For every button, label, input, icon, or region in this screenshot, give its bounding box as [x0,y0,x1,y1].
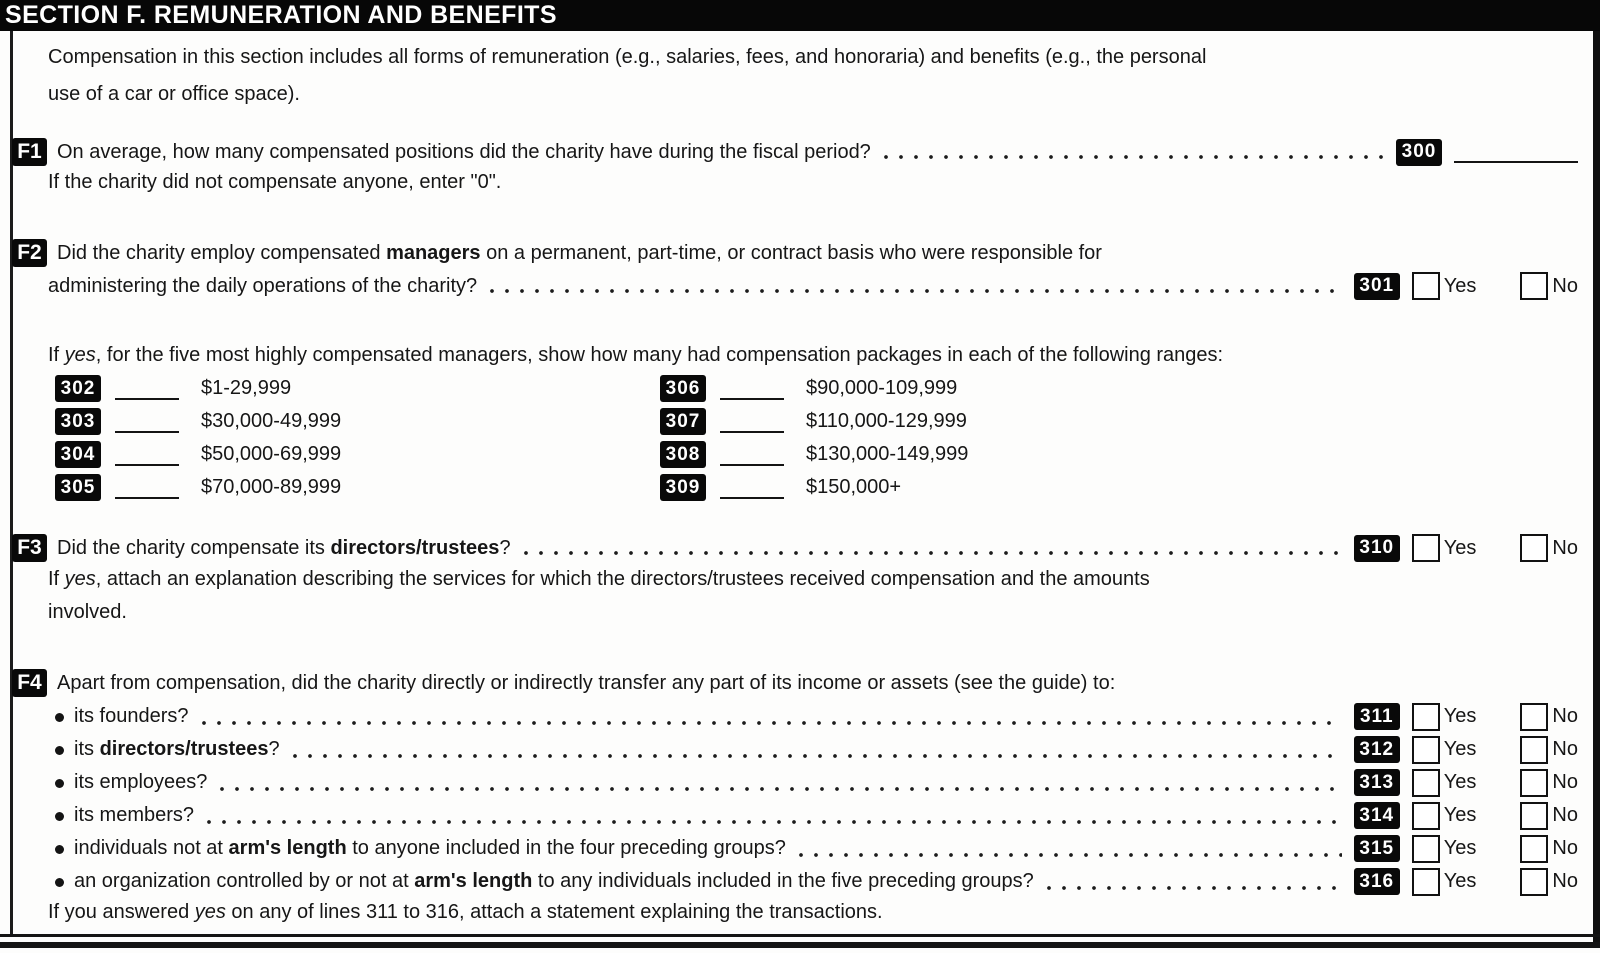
yes-label: Yes [1443,536,1477,559]
f3-question [57,537,511,560]
f3-note-post: , attach an explanation describing the services for which the directors/trustees received compensation and the amounts [95,568,1150,590]
f3-note-line1 [48,568,1150,591]
f4-answer-group-313 [1354,769,1578,797]
dotted-leader [883,153,1384,162]
section-header [0,0,1600,31]
f3-answer-group [1354,534,1578,562]
f2-badge: F2 [12,239,47,267]
line-305-badge: 305 [55,474,101,501]
line-314-yes-checkbox[interactable] [1412,802,1440,830]
line-316-badge: 316 [1354,868,1400,895]
f4-answer-group-311 [1354,703,1578,731]
no-label: No [1552,771,1578,793]
f4-item-313 [55,766,1578,799]
range-label-303: $30,000-49,999 [201,410,342,432]
dotted-leader [523,549,1342,558]
bottom-rule-thick [0,942,1600,948]
yes-label: Yes [1443,274,1477,297]
no-label: No [1552,837,1578,859]
range-label-306: $90,000-109,999 [806,377,958,399]
yes-label: Yes [1443,771,1477,793]
line-303-badge: 303 [55,408,101,435]
f1-question-row [12,137,1578,167]
f4-answer-group-312 [1354,736,1578,764]
line-315-badge: 315 [1354,835,1400,862]
line-302-input[interactable] [115,378,179,400]
yes-label: Yes [1443,705,1477,727]
f2-question-bold: managers [386,241,481,264]
f4-item-text: an organization controlled by or not at [74,870,415,892]
f4-item-text: to any individuals included in the five preceding groups? [532,870,1034,892]
range-row-304 [55,438,341,471]
f4-item-text: its employees? [74,771,208,793]
f4-item-314 [55,799,1578,832]
f4-item-313-label [74,771,207,794]
f1-note: If the charity did not compensate anyone, enter "0". [48,171,502,193]
line-306-badge: 306 [660,375,706,402]
line-314-no-checkbox[interactable] [1520,802,1548,830]
range-label-304: $50,000-69,999 [201,443,342,465]
f2-question-row-2 [48,271,1578,301]
f2-question-row [12,238,1578,268]
range-row-302 [55,372,341,405]
range-row-308 [660,438,968,471]
f4-item-text: ? [268,738,280,760]
yes-label: Yes [1443,870,1477,892]
f4-item-text: individuals not at [74,837,229,859]
no-label: No [1552,705,1578,727]
f3-note-pre: If [48,568,65,590]
f3-badge: F3 [12,534,47,562]
f4-item-311 [55,700,1578,733]
f4-item-text: its [74,738,100,760]
bullet-icon [55,812,64,821]
range-row-307 [660,405,968,438]
f4-item-316 [55,865,1578,898]
f4-footer-pre: If you answered [48,901,195,923]
f2-answer-group [1354,272,1578,300]
line-310-no-checkbox[interactable] [1520,534,1548,562]
line-312-badge: 312 [1354,736,1400,763]
f4-item-bold: arm's length [228,837,347,859]
f2-question-line2: administering the daily operations of the charity? [48,274,478,297]
ifyes-post: , for the five most highly compensated managers, show how many had compensation packages in each of the following ranges: [95,344,1224,366]
f1-badge: F1 [12,138,47,166]
range-row-306 [660,372,968,405]
yes-label: Yes [1443,804,1477,826]
line-303-input[interactable] [115,411,179,433]
line-308-badge: 308 [660,441,706,468]
range-label-307: $110,000-129,999 [806,410,967,432]
range-label-302: $1-29,999 [201,377,292,399]
range-label-309: $150,000+ [806,476,902,498]
line-307-badge: 307 [660,408,706,435]
f4-item-316-label [74,870,1034,893]
f2-question-post: on a permanent, part-time, or contract basis who were responsible for [480,241,1102,264]
line-301-no-checkbox[interactable] [1520,272,1548,300]
line-308-input[interactable] [720,444,784,466]
f4-question-row [12,668,1578,698]
f4-answer-group-315 [1354,835,1578,863]
line-304-input[interactable] [115,444,179,466]
dotted-leader [201,719,1342,728]
bullet-icon [55,845,64,854]
dotted-leader [206,818,1342,827]
range-label-305: $70,000-89,999 [201,476,342,498]
yes-label: Yes [1443,738,1477,760]
line-301-yes-checkbox[interactable] [1412,272,1440,300]
intro-line-1: Compensation in this section includes all forms of remuneration (e.g., salaries, fees, and honoraria) and benefits (e.g., the personal [48,46,1207,68]
line-316-no-checkbox[interactable] [1520,868,1548,896]
f4-answer-group-314 [1354,802,1578,830]
f4-item-315 [55,832,1578,865]
line-313-yes-checkbox[interactable] [1412,769,1440,797]
line-310-badge: 310 [1354,535,1400,562]
f2-ifyes-intro [48,344,1223,367]
line-307-input[interactable] [720,411,784,433]
line-305-input[interactable] [115,477,179,499]
ranges-left-column [55,372,341,504]
line-311-yes-checkbox[interactable] [1412,703,1440,731]
range-label-308: $130,000-149,999 [806,443,969,465]
f4-item-text: its founders? [74,705,189,727]
dotted-leader [1046,884,1342,893]
f4-intro: Apart from compensation, did the charity directly or indirectly transfer any part of its income or assets (see the guide) to: [57,671,1116,694]
no-label: No [1552,870,1578,892]
line-311-no-checkbox[interactable] [1520,703,1548,731]
line-315-yes-checkbox[interactable] [1412,835,1440,863]
line-309-input[interactable] [720,477,784,499]
ifyes-pre: If [48,344,65,366]
f3-question-bold: directors/trustees [330,536,500,559]
f3-note-italic: yes [64,568,96,590]
dotted-leader [798,851,1342,860]
bullet-icon [55,878,64,887]
bullet-icon [55,713,64,722]
f1-question: On average, how many compensated positions did the charity have during the fiscal period? [57,140,871,163]
ifyes-italic: yes [64,344,96,366]
f4-footer-note [48,901,883,924]
f4-item-315-label [74,837,786,860]
line-313-badge: 313 [1354,769,1400,796]
range-row-305 [55,471,341,504]
section-title: SECTION F. REMUNERATION AND BENEFITS [5,1,557,29]
dotted-leader [489,287,1342,296]
line-314-badge: 314 [1354,802,1400,829]
no-label: No [1552,738,1578,760]
line-316-yes-checkbox[interactable] [1412,868,1440,896]
f4-item-314-label [74,804,194,827]
f4-item-text: its members? [74,804,195,826]
bottom-rule-thin [0,934,1600,937]
f4-item-bold: arm's length [414,870,533,892]
f4-item-text: to anyone included in the four preceding groups? [346,837,786,859]
line-301-badge: 301 [1354,273,1400,300]
line-312-no-checkbox[interactable] [1520,736,1548,764]
no-label: No [1552,536,1578,559]
line-302-badge: 302 [55,375,101,402]
f2-question-line1 [57,242,1102,265]
yes-label: Yes [1443,837,1477,859]
f2-question-pre: Did the charity employ compensated [57,241,387,264]
dotted-leader [292,752,1342,761]
ranges-right-column [660,372,968,504]
f4-item-list [55,700,1578,898]
line-306-input[interactable] [720,378,784,400]
f4-footer-italic: yes [194,901,226,923]
bullet-icon [55,746,64,755]
line-313-no-checkbox[interactable] [1520,769,1548,797]
f4-badge: F4 [12,669,47,697]
intro-line-2: use of a car or office space). [48,83,300,105]
line-310-yes-checkbox[interactable] [1412,534,1440,562]
f4-item-bold: directors/trustees [99,738,269,760]
range-row-303 [55,405,341,438]
bullet-icon [55,779,64,788]
dotted-leader [219,785,1341,794]
line-304-badge: 304 [55,441,101,468]
line-309-badge: 309 [660,474,706,501]
line-312-yes-checkbox[interactable] [1412,736,1440,764]
line-311-badge: 311 [1354,703,1400,730]
no-label: No [1552,274,1578,297]
line-300-input[interactable] [1454,141,1578,163]
no-label: No [1552,804,1578,826]
right-border-line [1593,31,1600,943]
line-315-no-checkbox[interactable] [1520,835,1548,863]
f4-footer-post: on any of lines 311 to 316, attach a statement explaining the transactions. [225,901,883,923]
f3-question-pre: Did the charity compensate its [57,536,331,559]
f4-answer-group-316 [1354,868,1578,896]
f3-question-row [12,533,1578,563]
range-row-309 [660,471,968,504]
f3-note-line2: involved. [48,601,127,623]
f4-item-312-label [74,738,280,761]
f4-item-312 [55,733,1578,766]
f4-item-311-label [74,705,189,728]
f3-question-post: ? [499,536,511,559]
line-300-badge: 300 [1396,139,1442,166]
